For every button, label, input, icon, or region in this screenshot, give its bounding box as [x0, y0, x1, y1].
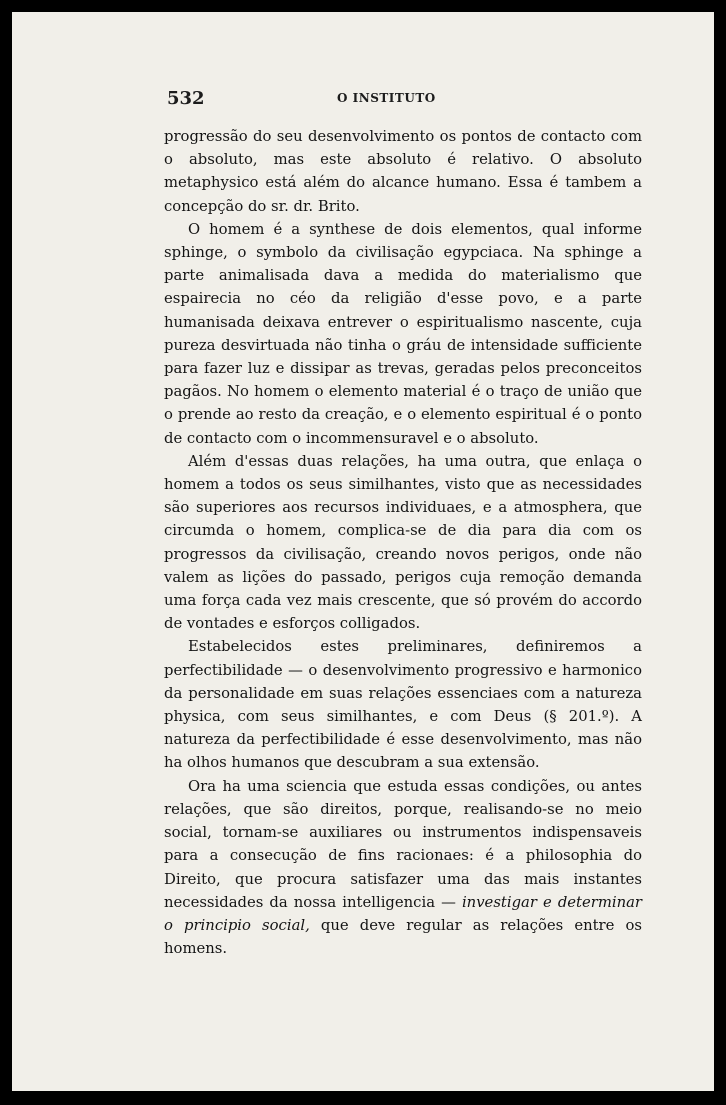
paragraph-5-text-before: Ora ha uma sciencia que estuda essas condições, ou antes relações, que são direitos, porque, realisando-se no meio social, tornam-se auxiliares ou instrumentos indispensaveis para a consecução de fins racionaes: é a philosophia do Direito, que procura satisfazer uma das mais instantes necessidades da nossa intelligencia — — [164, 777, 642, 911]
page-number: 532 — [167, 88, 205, 109]
running-title: O INSTITUTO — [337, 91, 436, 105]
paragraph-5-italic: investigar e determinar o principio social, — [164, 893, 643, 934]
paragraph-3: Além d'essas duas relações, ha uma outra, que enlaça o homem a todos os seus similhantes, visto que as necessidades são superiores aos recursos individuaes, e a atmosphera, que circumda o homem, complica-se de dia para dia com os progressos da civilisação, creando novos perigos, onde não valem as lições do passado, perigos cuja remoção demanda uma força cada vez mais crescente, que só provém do accordo de vontades e esforços colligados. — [164, 452, 642, 633]
paragraph-1: progressão do seu desenvolvimento os pontos de contacto com o absoluto, mas este absoluto é relativo. O absoluto metaphysico está além do alcance humano. Essa é tambem a concepção do sr. dr. Brito. — [164, 128, 642, 215]
page-header — [167, 88, 587, 112]
body-text — [164, 125, 642, 960]
paragraph-5 — [164, 775, 642, 961]
book-page — [12, 12, 714, 1091]
paragraph-4: Estabelecidos estes preliminares, definiremos a perfectibilidade — o desenvolvimento progressivo e harmonico da personalidade em suas relações essenciaes com a natureza physica, com seus similhantes, e com Deus (§ 201.º). A natureza da perfectibilidade é esse desenvolvimento, mas não ha olhos humanos que descubram a sua extensão. — [164, 638, 642, 772]
paragraph-5-text-after: que deve regular as relações entre os homens. — [164, 916, 642, 958]
paragraph-2: O homem é a synthese de dois elementos, qual informe sphinge, o symbolo da civilisação egypciaca. Na sphinge a parte animalisada dava a medida do materialismo que espairecia no céo da religião d'esse povo, e a parte humanisada deixava entrever o espiritualismo nascente, cuja pureza desvirtuada não tinha o gráu de intensidade sufficiente para fazer luz e dissipar as trevas, geradas pelos preconceitos pagãos. No homem o elemento material é o traço de união que o prende ao resto da creação, e o elemento espiritual é o ponto de contacto com o incommensuravel e o absoluto. — [164, 220, 642, 447]
